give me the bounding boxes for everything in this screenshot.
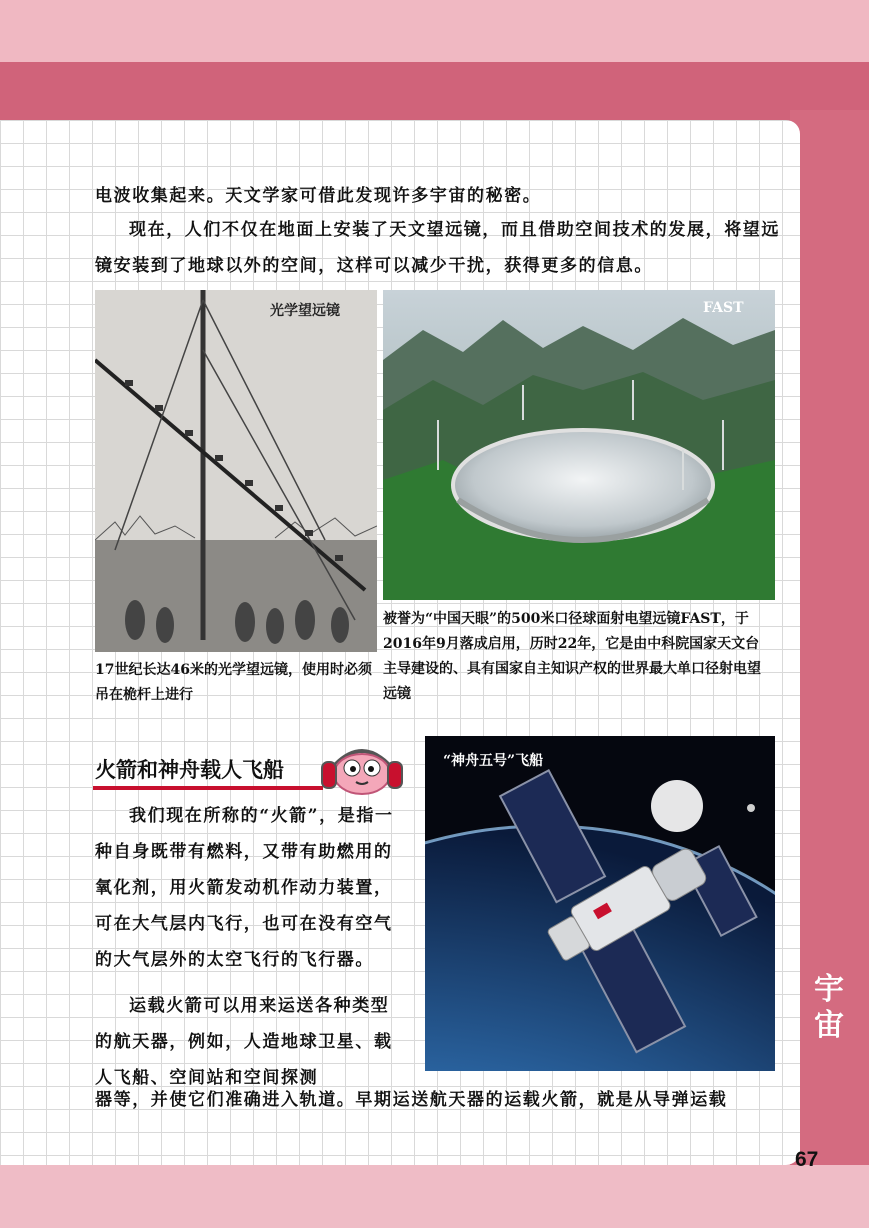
shenzhou-label: “神舟五号”飞船: [443, 753, 544, 769]
paragraph-continued: 电波收集起来。天文学家可借此发现许多宇宙的秘密。: [95, 186, 542, 206]
paragraph-launch-vehicle-continued: 器等，并使它们准确进入轨道。早期运送航天器的运载火箭，就是从导弹运载: [95, 1090, 728, 1110]
optical-telescope-caption: 17世纪长达46米的光学望远镜，使用时必须吊在桅杆上进行: [95, 662, 372, 703]
optical-telescope-label: 光学望远镜: [270, 303, 340, 319]
fast-label: FAST: [703, 300, 744, 316]
chapter-side-title: 宇宙: [814, 972, 844, 1043]
page-number: 67: [795, 1148, 819, 1171]
fast-telescope-photo: [383, 290, 775, 600]
fast-caption: 被誉为“中国天眼”的500米口径球面射电望远镜FAST，于2016年9月落成启用，历时22年，它是由中科院国家天文台主导建设的、具有国家自主知识产权的世界最大单口径射电望远镜: [383, 611, 761, 702]
section-underline: [93, 786, 323, 790]
shenzhou-photo: [425, 736, 775, 1071]
mascot-icon: [318, 738, 406, 802]
bottom-decor-band: [0, 1165, 869, 1228]
paragraph-rocket-definition: 我们现在所称的“火箭”，是指一种自身既带有燃料，又带有助燃用的氧化剂，用火箭发动机作动力装置，可在大气层内飞行，也可在没有空气的大气层外的太空飞行的飞行器。: [95, 806, 394, 970]
section-title: 火箭和神舟载人飞船: [95, 758, 284, 782]
top-decor-band: [0, 0, 869, 62]
paragraph-telescopes: 现在，人们不仅在地面上安装了天文望远镜，而且借助空间技术的发展，将望远镜安装到了地球以外的空间，这样可以减少干扰，获得更多的信息。: [95, 220, 780, 276]
optical-telescope-photo: [95, 290, 377, 652]
header-decor-band: [0, 62, 869, 122]
paragraph-launch-vehicle: 运载火箭可以用来运送各种类型的航天器，例如，人造地球卫星、载人飞船、空间站和空间探测: [95, 996, 393, 1088]
